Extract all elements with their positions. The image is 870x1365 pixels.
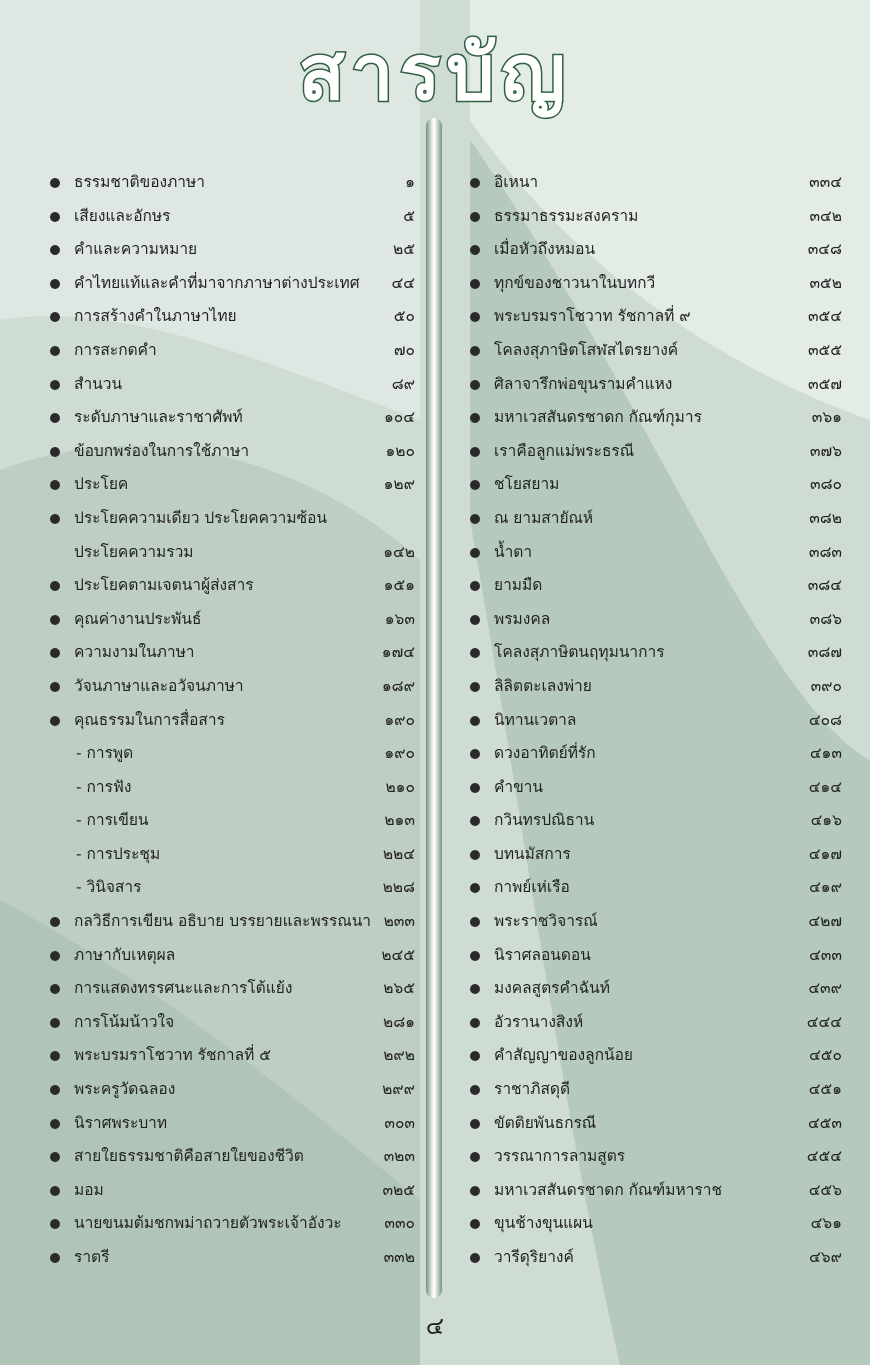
toc-entry-page: ๔๒๗	[808, 912, 842, 931]
toc-entry-page: ๔๑๖	[810, 811, 842, 830]
bullet-icon	[470, 279, 480, 289]
bullet-icon	[50, 447, 60, 457]
toc-entry-title: โคลงสุภาษิตโสฬสไตรยางค์	[494, 340, 679, 359]
toc-entry-page: ๓๒๓	[383, 1147, 415, 1166]
toc-entry	[50, 1107, 415, 1141]
toc-entry	[470, 166, 842, 200]
toc-entry-title: - การฟัง	[76, 777, 132, 796]
toc-entry-title: ประโยคความเดียว ประโยคความซ้อน	[74, 508, 328, 527]
toc-entry	[50, 300, 415, 334]
toc-entry-page: ๑๒๙	[383, 475, 415, 494]
toc-entry-page: ๒๘๑	[382, 1012, 415, 1031]
toc-entry-title: ประโยคตามเจตนาผู้ส่งสาร	[74, 576, 254, 595]
toc-entry	[50, 636, 415, 670]
toc-entry	[50, 502, 415, 536]
toc-entry	[50, 704, 415, 738]
bullet-icon	[50, 245, 60, 255]
toc-entry-title: ขัตติยพันธกรณี	[494, 1113, 597, 1132]
toc-entry-title: ระดับภาษาและราชาศัพท์	[74, 408, 243, 427]
toc-entry-page: ๔๑๙	[809, 878, 842, 897]
toc-entry-page: ๔๕๖	[808, 1180, 842, 1199]
toc-entry-title: ณ ยามสายัณห์	[494, 508, 594, 527]
toc-entry	[470, 200, 842, 234]
toc-entry-page: ๓๘๒	[809, 508, 842, 527]
toc-entry-title: ศิลาจารึกพ่อขุนรามคำแหง	[494, 374, 673, 393]
toc-entry-page: ๑๒๐	[385, 441, 415, 460]
toc-entry-title: กวินทรปณิธาน	[494, 811, 595, 830]
toc-entry	[470, 368, 842, 402]
toc-entry-title: กาพย์เห่เรือ	[494, 878, 570, 897]
bullet-icon	[470, 212, 480, 222]
toc-entry-page: ๒๖๕	[383, 979, 415, 998]
toc-entry-title: นิราศลอนดอน	[494, 945, 591, 964]
toc-entry-page: ๘๙	[391, 374, 415, 393]
toc-entry-page: ๔๕๐	[809, 1046, 842, 1065]
bullet-icon	[470, 1085, 480, 1095]
toc-entry-page: ๓๓๐	[384, 1214, 415, 1233]
toc-entry-title: ทุกข์ของชาวนาในบทกวี	[494, 273, 656, 292]
toc-entry-page: ๒๙๒	[383, 1046, 415, 1065]
bullet-icon	[470, 380, 480, 390]
toc-entry	[470, 972, 842, 1006]
toc-entry	[50, 905, 415, 939]
toc-entry-page: ๓๘๔	[807, 576, 842, 595]
toc-entry-page: ๔๔	[391, 273, 415, 292]
toc-entry	[50, 771, 415, 805]
toc-entry	[470, 905, 842, 939]
toc-entry-title: ลิลิตตะเลงพ่าย	[494, 676, 592, 695]
toc-entry-title: ขุนช้างขุนแผน	[494, 1214, 593, 1233]
toc-entry-title: พระราชวิจารณ์	[494, 912, 598, 931]
bullet-icon	[50, 212, 60, 222]
toc-entry	[50, 368, 415, 402]
toc-entry-title: พระบรมราโชวาท รัชกาลที่ ๕	[74, 1046, 271, 1065]
toc-entry	[50, 1241, 415, 1275]
toc-entry	[50, 233, 415, 267]
bullet-icon	[50, 682, 60, 692]
toc-entry-title: มหาเวสสันดรชาดก กัณฑ์กุมาร	[494, 408, 702, 427]
toc-entry-page: ๑๘๙	[381, 676, 415, 695]
toc-entry	[470, 1006, 842, 1040]
toc-entry-title: เสียงและอักษร	[74, 206, 171, 225]
toc-entry-page: ๔๕๑	[808, 1080, 842, 1099]
toc-entry-page: ๓๙๐	[810, 676, 842, 695]
bullet-icon	[470, 850, 480, 860]
toc-entry	[50, 871, 415, 905]
toc-entry-page: ๑๙๐	[384, 744, 415, 763]
toc-entry	[470, 536, 842, 570]
toc-entry	[470, 871, 842, 905]
toc-entry	[470, 1107, 842, 1141]
toc-entry	[470, 468, 842, 502]
toc-entry-title: ข้อบกพร่องในการใช้ภาษา	[74, 441, 250, 460]
toc-entry	[470, 1207, 842, 1241]
toc-entry-title: คุณค่างานประพันธ์	[74, 609, 202, 628]
toc-entry-page: ๓๐๓	[384, 1113, 415, 1132]
bullet-icon	[50, 480, 60, 490]
toc-entry-title: ธรรมชาติของภาษา	[74, 173, 205, 191]
toc-entry-title: - วินิจสาร	[76, 878, 142, 897]
toc-entry-title: - การประชุม	[76, 844, 161, 863]
toc-entry-page: ๓๘๖	[809, 609, 842, 628]
toc-entry	[470, 401, 842, 435]
toc-entry	[50, 737, 415, 771]
bullet-icon	[50, 951, 60, 961]
toc-entry-page: ๕๐	[393, 307, 415, 326]
toc-entry-title: การสะกดคำ	[74, 340, 157, 359]
toc-entry-title: ธรรมาธรรมะสงคราม	[494, 206, 639, 225]
bullet-icon	[470, 1152, 480, 1162]
toc-entry-title: วรรณาการลามสูตร	[494, 1147, 626, 1166]
bullet-icon	[470, 581, 480, 591]
toc-entry-page: ๑๙๐	[384, 710, 415, 729]
toc-entry-page: ๓๘๐	[809, 475, 842, 494]
toc-entry-page: ๑๕๑	[383, 576, 415, 595]
toc-entry-title: มหาเวสสันดรชาดก กัณฑ์มหาราช	[494, 1180, 722, 1199]
bullet-icon	[470, 883, 480, 893]
toc-entry	[50, 468, 415, 502]
toc-entry-page: ๒๕	[393, 240, 415, 259]
toc-entry-title: ภาษากับเหตุผล	[74, 945, 176, 964]
bullet-icon	[470, 178, 480, 188]
toc-entry-title: พรมงคล	[494, 609, 551, 628]
bullet-icon	[50, 1253, 60, 1263]
bullet-icon	[50, 1018, 60, 1028]
bullet-icon	[470, 1219, 480, 1229]
toc-entry-page: ๓๒๕	[382, 1180, 415, 1199]
toc-entry	[50, 401, 415, 435]
toc-entry-title: ราชาภิสดุดี	[494, 1080, 571, 1099]
page-title: สารบัญ	[298, 28, 572, 117]
toc-entry-page: ๓๕๒	[809, 273, 842, 292]
toc-entry	[50, 267, 415, 301]
toc-entry-page: ๓๕๔	[807, 307, 842, 326]
bullet-icon	[50, 1119, 60, 1129]
page-number: ๔	[425, 1312, 445, 1340]
toc-entry-title: อิเหนา	[494, 173, 539, 191]
bullet-icon	[470, 716, 480, 726]
toc-entry	[470, 569, 842, 603]
toc-entry-page: ๔๑๗	[808, 844, 842, 863]
toc-entry	[470, 334, 842, 368]
toc-entry-page: ๒๑๐	[385, 777, 415, 796]
toc-entry-title: นิราศพระบาท	[74, 1113, 168, 1132]
toc-entry	[470, 502, 842, 536]
toc-entry-page: ๒๒๔	[382, 844, 415, 863]
bullet-icon	[470, 1051, 480, 1061]
bullet-icon	[470, 312, 480, 322]
bullet-icon	[50, 346, 60, 356]
toc-entry	[50, 1207, 415, 1241]
bullet-icon	[50, 917, 60, 927]
toc-entry-page: ๓๕๕	[807, 340, 842, 359]
toc-entry	[50, 166, 415, 200]
toc-entry	[50, 972, 415, 1006]
toc-entry-title: พระครูวัดฉลอง	[74, 1080, 176, 1099]
bullet-icon	[50, 984, 60, 994]
toc-entry-title: คำและความหมาย	[74, 240, 198, 259]
bullet-icon	[470, 682, 480, 692]
toc-entry-title: บทนมัสการ	[494, 844, 571, 863]
bullet-icon	[470, 447, 480, 457]
bullet-icon	[470, 1119, 480, 1129]
toc-entry-title: วัจนภาษาและอวัจนภาษา	[74, 676, 244, 695]
toc-entry-page: ๒๔๕	[381, 945, 415, 964]
toc-entry-title: โคลงสุภาษิตนฤทุมนาการ	[494, 643, 665, 662]
toc-entry-title: วารีดุริยางค์	[494, 1248, 574, 1266]
toc-entry	[50, 536, 415, 570]
toc-entry-page: ๕	[403, 206, 415, 225]
toc-entry-title: นายขนมต้มชกพม่าถวายตัวพระเจ้าอังวะ	[74, 1214, 342, 1233]
toc-entry-page: ๓๖๑	[811, 408, 842, 427]
bullet-icon	[50, 1085, 60, 1095]
toc-entry-page: ๓๘๗	[807, 643, 842, 662]
toc-entry-title: - การเขียน	[76, 811, 149, 830]
toc-entry-page: ๒๓๓	[383, 912, 415, 931]
toc-entry-title: มอม	[74, 1180, 104, 1199]
bullet-icon	[50, 1152, 60, 1162]
toc-entry-page: ๔๖๑	[810, 1214, 842, 1233]
toc-entry	[470, 435, 842, 469]
toc-entry	[470, 704, 842, 738]
toc-entry	[50, 603, 415, 637]
toc-entry-page: ๒๙๙	[382, 1080, 415, 1099]
toc-entry-page: ๔๖๙	[809, 1248, 842, 1266]
toc-entry-page: ๔๑๓	[809, 744, 842, 763]
toc-entry-page: ๑๗๔	[381, 643, 415, 662]
toc-entry	[470, 1073, 842, 1107]
toc-entry-title: พระบรมราโชวาท รัชกาลที่ ๙	[494, 307, 691, 326]
toc-entry	[50, 1140, 415, 1174]
toc-entry	[50, 569, 415, 603]
toc-entry-page: ๔๔๔	[806, 1012, 842, 1031]
toc-entry-title: - การพูด	[76, 744, 134, 763]
toc-entry-title: การสร้างคำในภาษาไทย	[74, 307, 237, 326]
toc-entry-page: ๔๓๙	[808, 979, 842, 998]
toc-entry-title: คุณธรรมในการสื่อสาร	[74, 710, 225, 729]
toc-entry-page: ๓๓๒	[383, 1248, 415, 1266]
toc-entry	[470, 300, 842, 334]
toc-entry	[470, 737, 842, 771]
toc-entry	[50, 200, 415, 234]
toc-entry-page: ๓๘๓	[808, 542, 842, 561]
toc-entry-page: ๓๗๖	[809, 441, 842, 460]
toc-entry	[470, 1241, 842, 1275]
toc-entry-page: ๑๔๒	[383, 542, 415, 561]
toc-right-column	[470, 166, 842, 1275]
bullet-icon	[470, 1253, 480, 1263]
toc-entry-title: เราคือลูกแม่พระธรณี	[494, 441, 635, 460]
toc-entry-page: ๓๕๗	[808, 374, 842, 393]
toc-entry-page: ๒๑๓	[384, 811, 415, 830]
toc-entry-page: ๗๐	[393, 340, 415, 359]
toc-entry	[50, 670, 415, 704]
bullet-icon	[470, 346, 480, 356]
bullet-icon	[50, 514, 60, 524]
bullet-icon	[470, 413, 480, 423]
bullet-icon	[50, 615, 60, 625]
toc-entry-title: อัวรานางสิงห์	[494, 1012, 584, 1031]
toc-entry-title: มงคลสูตรคำฉันท์	[494, 979, 610, 998]
toc-left-column	[50, 166, 415, 1275]
toc-entry-title: ชโยสยาม	[494, 475, 560, 494]
toc-entry-title: ความงามในภาษา	[74, 643, 195, 662]
toc-entry-title: ราตรี	[74, 1248, 110, 1266]
toc-entry-title: การแสดงทรรศนะและการโต้แย้ง	[74, 979, 293, 998]
toc-entry-title: การโน้มน้าวใจ	[74, 1012, 175, 1031]
bullet-icon	[470, 984, 480, 994]
toc-entry-title: ยามมืด	[494, 576, 543, 595]
bullet-icon	[50, 312, 60, 322]
toc-entry	[50, 334, 415, 368]
bullet-icon	[470, 548, 480, 558]
toc-entry	[50, 1073, 415, 1107]
toc-entry-page: ๔๕๓	[807, 1113, 842, 1132]
toc-entry	[470, 603, 842, 637]
toc-entry	[470, 939, 842, 973]
toc-entry-page: ๑	[405, 173, 415, 191]
toc-entry-title: ประโยค	[74, 475, 129, 494]
toc-entry-page: ๔๑๔	[808, 777, 842, 796]
bullet-icon	[50, 380, 60, 390]
bullet-icon	[470, 749, 480, 759]
toc-entry-title: สำนวน	[74, 374, 123, 393]
toc-entry-title: คำไทยแท้และคำที่มาจากภาษาต่างประเทศ	[74, 273, 360, 292]
toc-entry	[470, 1140, 842, 1174]
bullet-icon	[470, 783, 480, 793]
toc-entry	[470, 838, 842, 872]
toc-entry-page: ๑๐๔	[383, 408, 415, 427]
toc-entry-page: ๓๓๔	[809, 173, 842, 191]
toc-entry-page: ๒๒๘	[382, 878, 415, 897]
toc-entry	[50, 1039, 415, 1073]
bullet-icon	[50, 1186, 60, 1196]
bullet-icon	[470, 816, 480, 826]
bullet-icon	[470, 951, 480, 961]
bullet-icon	[50, 178, 60, 188]
bullet-icon	[470, 615, 480, 625]
toc-entry	[470, 804, 842, 838]
toc-entry	[470, 267, 842, 301]
bullet-icon	[50, 716, 60, 726]
toc-entry	[470, 1039, 842, 1073]
bullet-icon	[470, 917, 480, 927]
bullet-icon	[470, 514, 480, 524]
bullet-icon	[50, 1051, 60, 1061]
toc-entry	[50, 804, 415, 838]
toc-entry-title: สายใยธรรมชาติคือสายใยของชีวิต	[74, 1147, 304, 1166]
toc-entry	[470, 1174, 842, 1208]
column-divider	[426, 118, 442, 1298]
bullet-icon	[470, 1186, 480, 1196]
bullet-icon	[50, 648, 60, 658]
toc-entry-page: ๔๕๔	[806, 1147, 842, 1166]
toc-entry-title: คำสัญญาของลูกน้อย	[494, 1046, 633, 1065]
toc-entry-page: ๓๔๒	[809, 206, 842, 225]
bullet-icon	[50, 413, 60, 423]
bullet-icon	[470, 648, 480, 658]
toc-entry	[470, 771, 842, 805]
toc-entry	[50, 838, 415, 872]
toc-entry	[50, 435, 415, 469]
toc-entry-title: กลวิธีการเขียน อธิบาย บรรยายและพรรณนา	[74, 912, 371, 931]
bullet-icon	[470, 480, 480, 490]
bullet-icon	[50, 581, 60, 591]
toc-entry	[470, 670, 842, 704]
toc-entry	[50, 1174, 415, 1208]
bullet-icon	[470, 245, 480, 255]
toc-entry-title: ดวงอาทิตย์ที่รัก	[494, 744, 596, 763]
bullet-icon	[50, 1219, 60, 1229]
toc-entry	[470, 636, 842, 670]
toc-entry	[470, 233, 842, 267]
toc-entry-page: ๔๓๓	[809, 945, 842, 964]
toc-entry	[50, 939, 415, 973]
bullet-icon	[50, 279, 60, 289]
toc-entry-title: เมื่อหัวถึงหมอน	[494, 240, 596, 259]
bullet-icon	[470, 1018, 480, 1028]
toc-entry-page: ๑๖๓	[384, 609, 415, 628]
toc-entry-title: น้ำตา	[494, 542, 533, 561]
toc-entry-title: ประโยคความรวม	[74, 542, 194, 561]
toc-entry-title: คำขาน	[494, 777, 543, 796]
toc-entry	[50, 1006, 415, 1040]
toc-entry-title: นิทานเวตาล	[494, 710, 577, 729]
toc-entry-page: ๔๐๘	[808, 710, 842, 729]
toc-entry-page: ๓๔๘	[807, 240, 842, 259]
